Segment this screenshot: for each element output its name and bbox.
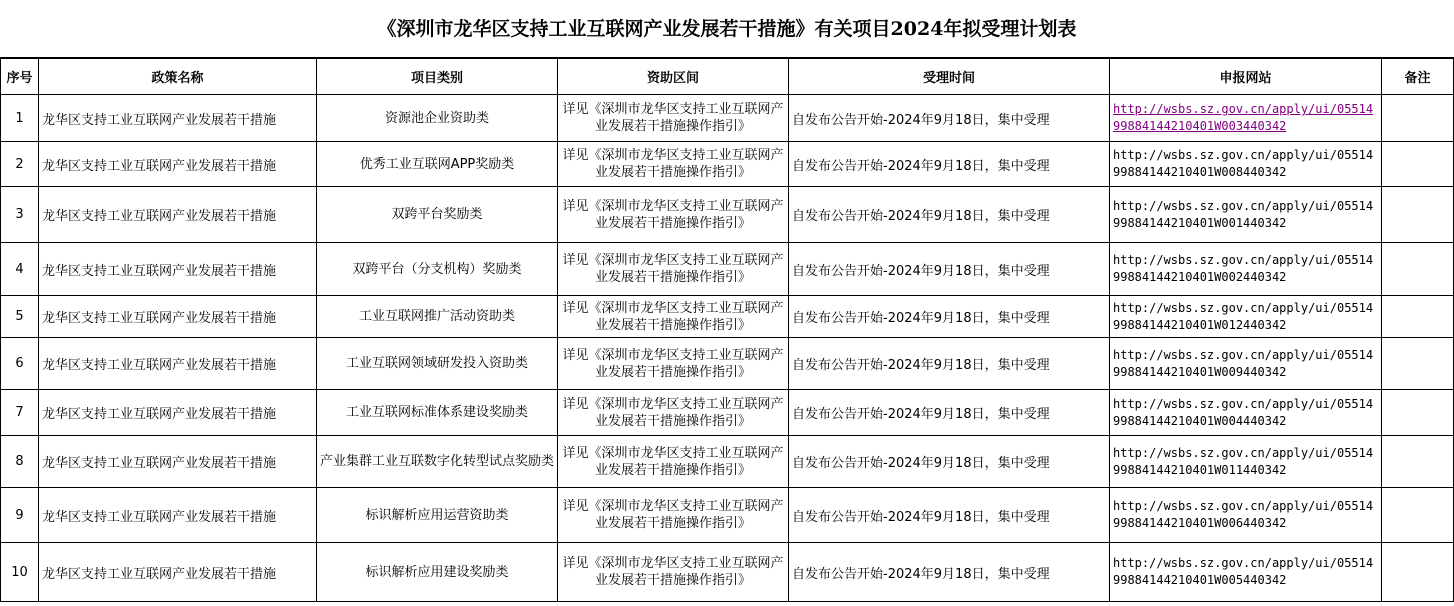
cell-no[interactable]: 5	[1, 296, 39, 338]
cell-no[interactable]: 2	[1, 142, 39, 187]
cell-no[interactable]: 8	[1, 436, 39, 488]
cell-category[interactable]: 双跨平台奖励类	[317, 187, 558, 243]
cell-no[interactable]: 3	[1, 187, 39, 243]
cell-category[interactable]: 工业互联网标准体系建设奖励类	[317, 390, 558, 436]
cell-range[interactable]: 详见《深圳市龙华区支持工业互联网产业发展若干措施操作指引》	[558, 142, 789, 187]
cell-url[interactable]: http://wsbs.sz.gov.cn/apply/ui/0551499884144210401W011440342	[1110, 436, 1382, 488]
cell-range[interactable]: 详见《深圳市龙华区支持工业互联网产业发展若干措施操作指引》	[558, 338, 789, 390]
cell-category[interactable]: 工业互联网领域研发投入资助类	[317, 338, 558, 390]
cell-policy[interactable]: 龙华区支持工业互联网产业发展若干措施	[39, 390, 317, 436]
cell-remark[interactable]	[1382, 187, 1454, 243]
cell-time[interactable]: 自发布公告开始-2024年9月18日，集中受理	[789, 243, 1110, 296]
sheet-title: 《深圳市龙华区支持工业互联网产业发展若干措施》有关项目2024年拟受理计划表	[0, 0, 1454, 58]
cell-category[interactable]: 工业互联网推广活动资助类	[317, 296, 558, 338]
cell-url[interactable]: http://wsbs.sz.gov.cn/apply/ui/0551499884144210401W006440342	[1110, 488, 1382, 543]
cell-policy[interactable]: 龙华区支持工业互联网产业发展若干措施	[39, 543, 317, 602]
cell-range[interactable]: 详见《深圳市龙华区支持工业互联网产业发展若干措施操作指引》	[558, 243, 789, 296]
header-row	[1, 59, 1454, 95]
cell-remark[interactable]	[1382, 543, 1454, 602]
cell-no[interactable]: 1	[1, 95, 39, 142]
cell-policy[interactable]: 龙华区支持工业互联网产业发展若干措施	[39, 243, 317, 296]
cell-no[interactable]: 6	[1, 338, 39, 390]
header-range[interactable]: 资助区间	[558, 59, 789, 95]
cell-time[interactable]: 自发布公告开始-2024年9月18日，集中受理	[789, 142, 1110, 187]
table-body	[1, 95, 1454, 602]
cell-category[interactable]: 优秀工业互联网APP奖励类	[317, 142, 558, 187]
cell-time[interactable]: 自发布公告开始-2024年9月18日，集中受理	[789, 543, 1110, 602]
header-no[interactable]: 序号	[1, 59, 39, 95]
cell-remark[interactable]	[1382, 95, 1454, 142]
cell-url[interactable]: http://wsbs.sz.gov.cn/apply/ui/0551499884144210401W001440342	[1110, 187, 1382, 243]
table-row	[1, 488, 1454, 543]
table-row	[1, 142, 1454, 187]
cell-no[interactable]: 9	[1, 488, 39, 543]
cell-range[interactable]: 详见《深圳市龙华区支持工业互联网产业发展若干措施操作指引》	[558, 296, 789, 338]
cell-no[interactable]: 4	[1, 243, 39, 296]
table-row	[1, 338, 1454, 390]
cell-url[interactable]: http://wsbs.sz.gov.cn/apply/ui/0551499884144210401W008440342	[1110, 142, 1382, 187]
table-row	[1, 296, 1454, 338]
cell-time[interactable]: 自发布公告开始-2024年9月18日，集中受理	[789, 488, 1110, 543]
cell-remark[interactable]	[1382, 142, 1454, 187]
cell-policy[interactable]: 龙华区支持工业互联网产业发展若干措施	[39, 142, 317, 187]
cell-time[interactable]: 自发布公告开始-2024年9月18日，集中受理	[789, 390, 1110, 436]
cell-remark[interactable]	[1382, 390, 1454, 436]
cell-remark[interactable]	[1382, 243, 1454, 296]
cell-url[interactable]: http://wsbs.sz.gov.cn/apply/ui/0551499884144210401W005440342	[1110, 543, 1382, 602]
cell-remark[interactable]	[1382, 296, 1454, 338]
plan-table	[0, 58, 1454, 602]
cell-category[interactable]: 标识解析应用建设奖励类	[317, 543, 558, 602]
header-time[interactable]: 受理时间	[789, 59, 1110, 95]
cell-time[interactable]: 自发布公告开始-2024年9月18日，集中受理	[789, 95, 1110, 142]
cell-category[interactable]: 双跨平台（分支机构）奖励类	[317, 243, 558, 296]
cell-range[interactable]: 详见《深圳市龙华区支持工业互联网产业发展若干措施操作指引》	[558, 95, 789, 142]
cell-no[interactable]: 7	[1, 390, 39, 436]
cell-url[interactable]: http://wsbs.sz.gov.cn/apply/ui/0551499884144210401W012440342	[1110, 296, 1382, 338]
table-row	[1, 187, 1454, 243]
table-row	[1, 95, 1454, 142]
cell-time[interactable]: 自发布公告开始-2024年9月18日，集中受理	[789, 187, 1110, 243]
cell-remark[interactable]	[1382, 338, 1454, 390]
cell-no[interactable]: 10	[1, 543, 39, 602]
cell-remark[interactable]	[1382, 436, 1454, 488]
header-category[interactable]: 项目类别	[317, 59, 558, 95]
cell-category[interactable]: 资源池企业资助类	[317, 95, 558, 142]
cell-category[interactable]: 产业集群工业互联数字化转型试点奖励类	[317, 436, 558, 488]
cell-range[interactable]: 详见《深圳市龙华区支持工业互联网产业发展若干措施操作指引》	[558, 390, 789, 436]
cell-time[interactable]: 自发布公告开始-2024年9月18日，集中受理	[789, 338, 1110, 390]
cell-range[interactable]: 详见《深圳市龙华区支持工业互联网产业发展若干措施操作指引》	[558, 488, 789, 543]
header-policy[interactable]: 政策名称	[39, 59, 317, 95]
cell-remark[interactable]	[1382, 488, 1454, 543]
cell-url[interactable]: http://wsbs.sz.gov.cn/apply/ui/0551499884144210401W004440342	[1110, 390, 1382, 436]
cell-category[interactable]: 标识解析应用运营资助类	[317, 488, 558, 543]
cell-range[interactable]: 详见《深圳市龙华区支持工业互联网产业发展若干措施操作指引》	[558, 187, 789, 243]
header-url[interactable]: 申报网站	[1110, 59, 1382, 95]
table-row	[1, 436, 1454, 488]
cell-policy[interactable]: 龙华区支持工业互联网产业发展若干措施	[39, 338, 317, 390]
table-row	[1, 543, 1454, 602]
cell-policy[interactable]: 龙华区支持工业互联网产业发展若干措施	[39, 95, 317, 142]
header-remark[interactable]: 备注	[1382, 59, 1454, 95]
cell-url[interactable]: http://wsbs.sz.gov.cn/apply/ui/0551499884144210401W002440342	[1110, 243, 1382, 296]
cell-url-link[interactable]: http://wsbs.sz.gov.cn/apply/ui/0551499884144210401W003440342	[1110, 95, 1382, 142]
cell-time[interactable]: 自发布公告开始-2024年9月18日，集中受理	[789, 436, 1110, 488]
cell-policy[interactable]: 龙华区支持工业互联网产业发展若干措施	[39, 187, 317, 243]
table-row	[1, 390, 1454, 436]
cell-policy[interactable]: 龙华区支持工业互联网产业发展若干措施	[39, 296, 317, 338]
cell-range[interactable]: 详见《深圳市龙华区支持工业互联网产业发展若干措施操作指引》	[558, 436, 789, 488]
table-row	[1, 243, 1454, 296]
cell-range[interactable]: 详见《深圳市龙华区支持工业互联网产业发展若干措施操作指引》	[558, 543, 789, 602]
cell-policy[interactable]: 龙华区支持工业互联网产业发展若干措施	[39, 488, 317, 543]
cell-policy[interactable]: 龙华区支持工业互联网产业发展若干措施	[39, 436, 317, 488]
cell-url[interactable]: http://wsbs.sz.gov.cn/apply/ui/0551499884144210401W009440342	[1110, 338, 1382, 390]
cell-time[interactable]: 自发布公告开始-2024年9月18日，集中受理	[789, 296, 1110, 338]
